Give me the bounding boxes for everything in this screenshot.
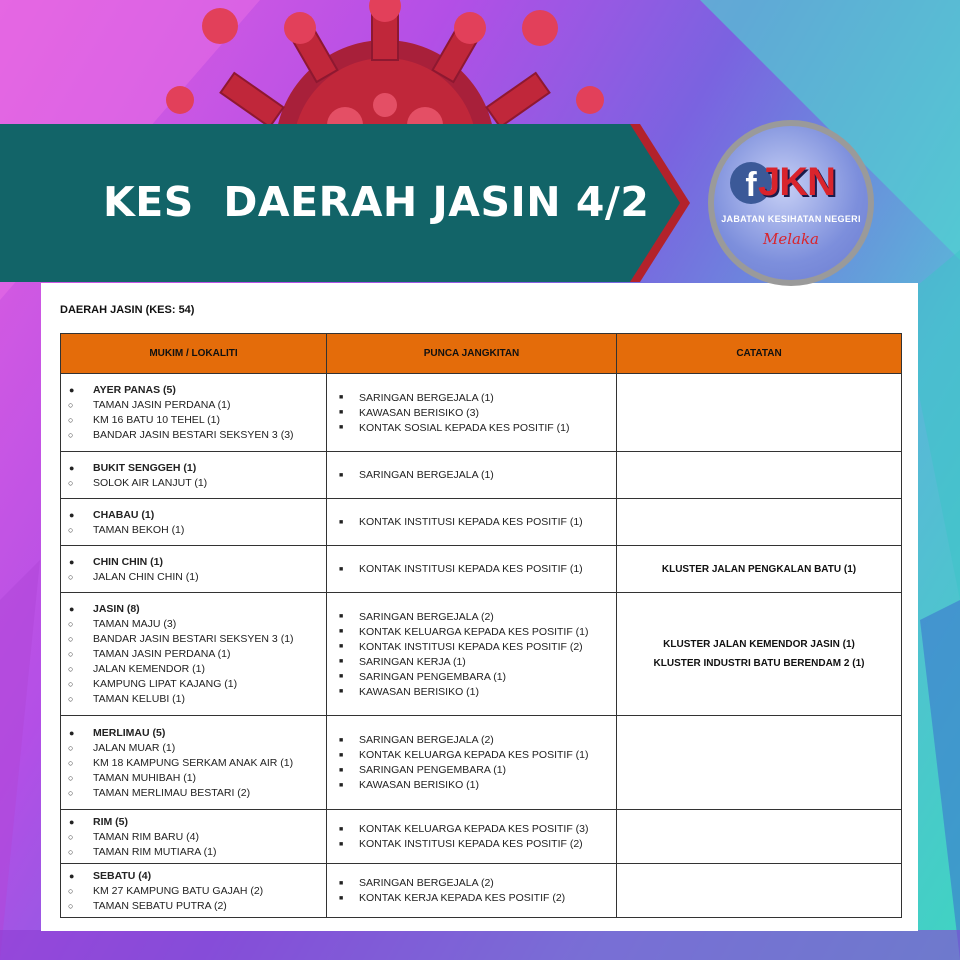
table-header-row <box>61 334 902 374</box>
bullet-square-icon: ■ <box>339 394 344 401</box>
bullet-square-icon: ■ <box>339 658 344 665</box>
notes-cell <box>617 546 902 593</box>
bullet-square-icon: ■ <box>339 766 344 774</box>
locality-label: TAMAN JASIN PERDANA (1) <box>93 399 231 411</box>
table-row <box>61 810 902 864</box>
source-cell <box>327 499 617 546</box>
locality-item <box>67 844 320 859</box>
bullet-disc-icon: ● <box>69 556 75 567</box>
bullet-disc-icon: ● <box>69 462 75 473</box>
notes-cell <box>617 593 902 716</box>
locality-label: TAMAN MUHIBAH (1) <box>93 771 197 784</box>
mukim-label: SEBATU (4) <box>93 869 152 882</box>
mukim-name <box>67 814 320 829</box>
column-header-mukim: MUKIM / LOKALITI <box>61 334 327 374</box>
source-item <box>333 468 610 483</box>
jkn-logo <box>708 120 874 286</box>
notes-cell <box>617 499 902 546</box>
source-label: KONTAK INSTITUSI KEPADA KES POSITIF (2) <box>359 838 583 850</box>
bullet-circle-icon: ○ <box>68 477 74 488</box>
bullet-square-icon: ■ <box>339 673 344 680</box>
source-item <box>333 639 610 654</box>
locality-label: JALAN MUAR (1) <box>93 741 176 754</box>
bullet-disc-icon: ● <box>69 870 75 881</box>
logo-name: JKN <box>758 160 836 204</box>
locality-label: TAMAN SEBATU PUTRA (2) <box>93 899 227 912</box>
mukim-cell <box>61 716 327 810</box>
source-label: KAWASAN BERISIKO (3) <box>359 406 479 419</box>
locality-item <box>67 632 320 647</box>
source-label: SARINGAN BERGEJALA (2) <box>359 734 494 746</box>
mukim-name <box>67 602 320 617</box>
source-cell <box>327 546 617 593</box>
locality-label: KM 18 KAMPUNG SERKAM ANAK AIR (1) <box>93 756 294 769</box>
locality-label: TAMAN MERLIMAU BESTARI (2) <box>93 786 251 799</box>
mukim-cell <box>61 452 327 499</box>
locality-item <box>67 770 320 785</box>
bullet-disc-icon: ● <box>69 816 75 827</box>
locality-label: TAMAN JASIN PERDANA (1) <box>93 648 231 660</box>
source-label: KONTAK KELUARGA KEPADA KES POSITIF (1) <box>359 749 589 761</box>
source-item <box>333 763 610 778</box>
bullet-square-icon: ■ <box>339 736 344 744</box>
bullet-circle-icon: ○ <box>68 679 74 689</box>
table-row <box>61 452 902 499</box>
bullet-circle-icon: ○ <box>68 787 74 798</box>
mukim-cell <box>61 593 327 716</box>
bullet-square-icon: ■ <box>339 471 344 479</box>
bullet-circle-icon: ○ <box>68 742 74 753</box>
notes-cell <box>617 810 902 864</box>
bullet-disc-icon: ● <box>69 385 75 395</box>
virus-graphic <box>150 0 620 140</box>
locality-label: KM 27 KAMPUNG BATU GAJAH (2) <box>93 884 264 897</box>
locality-item <box>67 692 320 707</box>
notes-cell <box>617 864 902 918</box>
mukim-cell <box>61 546 327 593</box>
bullet-circle-icon: ○ <box>68 430 74 440</box>
source-item <box>333 837 610 852</box>
bullet-square-icon: ■ <box>339 565 344 573</box>
mukim-cell <box>61 864 327 918</box>
source-label: KAWASAN BERISIKO (1) <box>359 779 479 791</box>
source-label: SARINGAN BERGEJALA (1) <box>359 391 494 404</box>
mukim-cell <box>61 810 327 864</box>
locality-item <box>67 475 320 490</box>
locality-item <box>67 883 320 898</box>
locality-label: SOLOK AIR LANJUT (1) <box>93 476 208 489</box>
mukim-label: CHIN CHIN (1) <box>93 555 163 568</box>
mukim-cell <box>61 374 327 452</box>
mukim-name <box>67 507 320 522</box>
cluster-note: KLUSTER JALAN KEMENDOR JASIN (1) <box>663 639 855 650</box>
bullet-disc-icon: ● <box>69 509 75 520</box>
mukim-cell <box>61 499 327 546</box>
locality-label: TAMAN BEKOH (1) <box>93 523 185 536</box>
locality-item <box>67 662 320 677</box>
locality-label: TAMAN KELUBI (1) <box>93 693 185 705</box>
notes-cell <box>617 716 902 810</box>
locality-label: BANDAR JASIN BESTARI SEKSYEN 3 (3) <box>93 429 294 441</box>
bullet-square-icon: ■ <box>339 879 344 887</box>
bullet-circle-icon: ○ <box>68 772 74 783</box>
notes-cell <box>617 374 902 452</box>
source-label: KONTAK KELUARGA KEPADA KES POSITIF (1) <box>359 625 589 638</box>
locality-label: JALAN KEMENDOR (1) <box>93 663 206 675</box>
source-label: KONTAK INSTITUSI KEPADA KES POSITIF (1) <box>359 563 583 575</box>
table-row <box>61 499 902 546</box>
bullet-square-icon: ■ <box>339 840 344 848</box>
source-item <box>333 778 610 793</box>
mukim-name <box>67 383 320 398</box>
locality-item <box>67 785 320 800</box>
locality-item <box>67 428 320 443</box>
source-item <box>333 748 610 763</box>
bullet-square-icon: ■ <box>339 409 344 416</box>
locality-item <box>67 829 320 844</box>
bullet-circle-icon: ○ <box>68 634 74 644</box>
bullet-circle-icon: ○ <box>68 846 74 857</box>
source-item <box>333 822 610 837</box>
table-row <box>61 864 902 918</box>
bullet-disc-icon: ● <box>69 604 75 614</box>
locality-label: TAMAN RIM BARU (4) <box>93 830 199 843</box>
table-row <box>61 546 902 593</box>
table-row <box>61 593 902 716</box>
logo-script: Melaka <box>762 230 819 248</box>
locality-label: BANDAR JASIN BESTARI SEKSYEN 3 (1) <box>93 633 294 645</box>
locality-item <box>67 398 320 413</box>
bullet-square-icon: ■ <box>339 628 344 635</box>
bullet-circle-icon: ○ <box>68 885 74 896</box>
column-header-punca: PUNCA JANGKITAN <box>327 334 617 374</box>
table-row <box>61 716 902 810</box>
locality-item <box>67 413 320 428</box>
source-item <box>333 891 610 906</box>
bullet-square-icon: ■ <box>339 688 344 695</box>
locality-label: TAMAN RIM MUTIARA (1) <box>93 845 217 858</box>
source-item <box>333 609 610 624</box>
source-item <box>333 733 610 748</box>
source-label: SARINGAN PENGEMBARA (1) <box>359 764 507 776</box>
column-header-catatan: CATATAN <box>617 334 902 374</box>
notes-cell <box>617 452 902 499</box>
source-label: KONTAK SOSIAL KEPADA KES POSITIF (1) <box>359 421 570 434</box>
locality-item <box>67 755 320 770</box>
bullet-square-icon: ■ <box>339 518 344 526</box>
source-label: SARINGAN BERGEJALA (2) <box>359 610 494 623</box>
logo-subtitle: JABATAN KESIHATAN NEGERI <box>721 214 861 224</box>
bullet-circle-icon: ○ <box>68 649 74 659</box>
locality-item <box>67 898 320 913</box>
mukim-label: RIM (5) <box>93 815 128 828</box>
document-heading: DAERAH JASIN (KES: 54) <box>60 304 195 316</box>
source-item <box>333 624 610 639</box>
bullet-circle-icon: ○ <box>68 664 74 674</box>
cases-table <box>60 333 902 918</box>
source-label: KAWASAN BERISIKO (1) <box>359 685 479 698</box>
source-item <box>333 654 610 669</box>
source-item <box>333 562 610 577</box>
bullet-square-icon: ■ <box>339 894 344 902</box>
bullet-circle-icon: ○ <box>68 831 74 842</box>
locality-item <box>67 522 320 537</box>
locality-item <box>67 617 320 632</box>
mukim-label: AYER PANAS (5) <box>93 384 176 396</box>
bullet-circle-icon: ○ <box>68 571 74 582</box>
bullet-square-icon: ■ <box>339 643 344 650</box>
bullet-circle-icon: ○ <box>68 900 74 911</box>
mukim-name <box>67 725 320 740</box>
mukim-name <box>67 554 320 569</box>
source-label: SARINGAN BERGEJALA (2) <box>359 877 494 889</box>
source-label: KONTAK INSTITUSI KEPADA KES POSITIF (2) <box>359 640 583 653</box>
source-item <box>333 684 610 699</box>
mukim-name <box>67 460 320 475</box>
source-label: SARINGAN PENGEMBARA (1) <box>359 670 507 683</box>
source-label: SARINGAN KERJA (1) <box>359 655 466 668</box>
locality-item <box>67 647 320 662</box>
bullet-circle-icon: ○ <box>68 619 74 629</box>
source-label: KONTAK INSTITUSI KEPADA KES POSITIF (1) <box>359 516 583 528</box>
locality-label: KAMPUNG LIPAT KAJANG (1) <box>93 678 238 690</box>
source-label: SARINGAN BERGEJALA (1) <box>359 469 494 481</box>
bullet-circle-icon: ○ <box>68 694 74 704</box>
locality-label: JALAN CHIN CHIN (1) <box>93 570 199 583</box>
cluster-note: KLUSTER INDUSTRI BATU BERENDAM 2 (1) <box>653 658 865 669</box>
bullet-square-icon: ■ <box>339 424 344 431</box>
facebook-icon: f <box>730 162 772 204</box>
document-card <box>41 283 918 931</box>
source-item <box>333 420 610 435</box>
cluster-note: KLUSTER JALAN PENGKALAN BATU (1) <box>661 563 857 575</box>
source-cell <box>327 374 617 452</box>
mukim-label: JASIN (8) <box>93 603 140 615</box>
source-item <box>333 390 610 405</box>
bullet-square-icon: ■ <box>339 613 344 620</box>
bullet-square-icon: ■ <box>339 781 344 789</box>
source-label: KONTAK KERJA KEPADA KES POSITIF (2) <box>359 892 566 904</box>
mukim-name <box>67 868 320 883</box>
locality-item <box>67 677 320 692</box>
source-item <box>333 669 610 684</box>
mukim-label: BUKIT SENGGEH (1) <box>93 461 197 474</box>
source-label: KONTAK KELUARGA KEPADA KES POSITIF (3) <box>359 823 589 835</box>
source-cell <box>327 716 617 810</box>
mukim-label: MERLIMAU (5) <box>93 726 166 739</box>
bullet-circle-icon: ○ <box>68 415 74 425</box>
bullet-square-icon: ■ <box>339 825 344 833</box>
source-item <box>333 515 610 530</box>
source-cell <box>327 864 617 918</box>
page-title: KES DAERAH JASIN 4/2 <box>103 178 650 226</box>
bullet-disc-icon: ● <box>69 727 75 738</box>
locality-label: TAMAN MAJU (3) <box>93 618 177 630</box>
bullet-circle-icon: ○ <box>68 400 74 410</box>
source-cell <box>327 593 617 716</box>
locality-item <box>67 569 320 584</box>
bullet-circle-icon: ○ <box>68 757 74 768</box>
locality-label: KM 16 BATU 10 TEHEL (1) <box>93 414 221 426</box>
source-item <box>333 405 610 420</box>
bullet-square-icon: ■ <box>339 751 344 759</box>
locality-item <box>67 740 320 755</box>
bullet-circle-icon: ○ <box>68 524 74 535</box>
source-cell <box>327 810 617 864</box>
source-cell <box>327 452 617 499</box>
source-item <box>333 876 610 891</box>
mukim-label: CHABAU (1) <box>93 508 155 521</box>
table-row <box>61 374 902 452</box>
